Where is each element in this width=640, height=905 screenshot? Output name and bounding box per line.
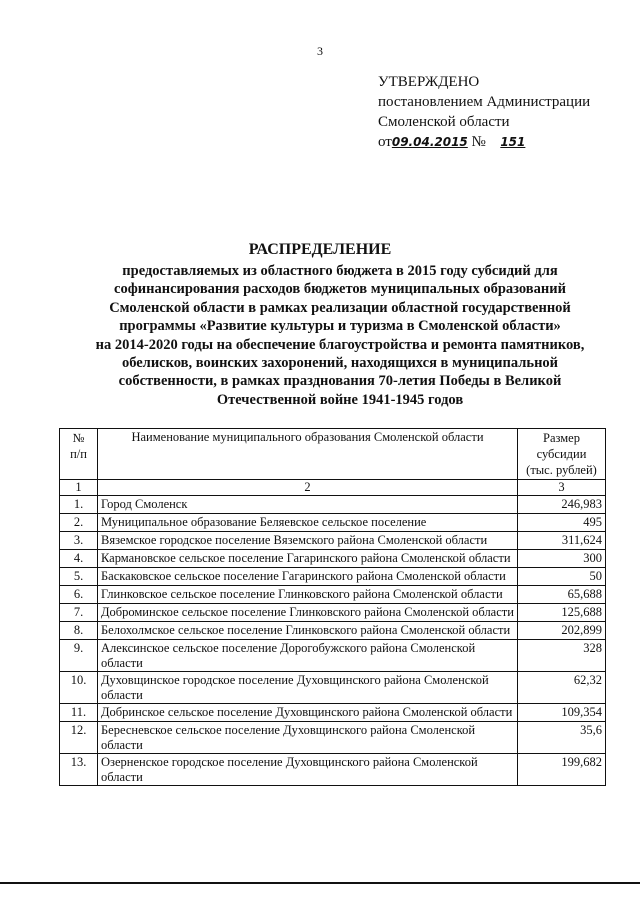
row-number: 1.: [60, 496, 98, 514]
number-prefix: №: [471, 134, 486, 150]
index-cell: 3: [518, 480, 606, 496]
row-number: 12.: [60, 722, 98, 754]
row-amount: 109,354: [518, 704, 606, 722]
row-number: 4.: [60, 550, 98, 568]
subtitle-line: предоставляемых из областного бюджета в 2015 году субсидий для: [122, 263, 558, 279]
header-number: № п/п: [60, 429, 98, 480]
row-amount: 35,6: [518, 722, 606, 754]
subtitle-line: Отечественной войне 1941-1945 годов: [216, 391, 464, 408]
table-header-row: [60, 429, 606, 480]
row-number: 3.: [60, 532, 98, 550]
row-amount: 125,688: [518, 604, 606, 622]
table-row: [60, 622, 606, 640]
row-name: Кармановское сельское поселение Гагаринского района Смоленской области: [98, 550, 518, 568]
row-name: Духовщинское городское поселение Духовщинского района Смоленской области: [98, 672, 518, 704]
table-row: [60, 722, 606, 754]
table-row: [60, 754, 606, 786]
row-number: 13.: [60, 754, 98, 786]
row-name: Бересневское сельское поселение Духовщинского района Смоленской области: [98, 722, 518, 754]
row-name: Глинковское сельское поселение Глинковского района Смоленской области: [98, 586, 518, 604]
row-number: 5.: [60, 568, 98, 586]
row-amount: 300: [518, 550, 606, 568]
index-cell: 1: [60, 480, 98, 496]
row-number: 11.: [60, 704, 98, 722]
approval-authority: постановлением Администрации: [378, 94, 591, 110]
row-amount: 50: [518, 568, 606, 586]
table-row: [60, 496, 606, 514]
approval-region: Смоленской области: [378, 114, 510, 130]
row-amount: 328: [518, 640, 606, 672]
row-amount: 311,624: [518, 532, 606, 550]
row-number: 2.: [60, 514, 98, 532]
table-row: [60, 550, 606, 568]
header-name: Наименование муниципального образования Смоленской области: [98, 429, 518, 480]
table-row: [60, 586, 606, 604]
row-number: 8.: [60, 622, 98, 640]
table-row: [60, 640, 606, 672]
table-row: [60, 604, 606, 622]
row-amount: 246,983: [518, 496, 606, 514]
document-title: РАСПРЕДЕЛЕНИЕ: [248, 241, 392, 258]
table-row: [60, 514, 606, 532]
row-amount: 62,32: [518, 672, 606, 704]
row-amount: 495: [518, 514, 606, 532]
subtitle-line: обелисков, воинских захоронений, находящихся в муниципальной: [121, 355, 559, 372]
row-name: Муниципальное образование Беляевское сельское поселение: [98, 514, 518, 532]
handwritten-date: 09.04.2015: [391, 135, 468, 149]
header-amount: Размер субсидии (тыс. рублей): [518, 429, 606, 480]
subtitle-line: собственности, в рамках празднования 70-летия Победы в Великой: [118, 373, 562, 390]
row-amount: 199,682: [518, 754, 606, 786]
page-number: 3: [317, 44, 323, 58]
subtitle-line: на 2014-2020 годы на обеспечение благоустройства и ремонта памятников,: [95, 336, 585, 353]
column-index-row: [60, 480, 606, 496]
row-number: 10.: [60, 672, 98, 704]
row-amount: 65,688: [518, 586, 606, 604]
row-name: Алексинское сельское поселение Дорогобужского района Смоленской области: [98, 640, 518, 672]
distribution-table: [59, 428, 606, 786]
date-prefix: от: [378, 134, 392, 150]
row-name: Вяземское городское поселение Вяземского района Смоленской области: [98, 532, 518, 550]
row-name: Озерненское городское поселение Духовщинского района Смоленской области: [98, 754, 518, 786]
approval-title: УТВЕРЖДЕНО: [378, 74, 480, 90]
page-bottom-rule: [0, 882, 640, 884]
table-row: [60, 532, 606, 550]
table-row: [60, 672, 606, 704]
table-row: [60, 704, 606, 722]
row-name: Доброминское сельское поселение Глинковского района Смоленской области: [98, 604, 518, 622]
row-number: 9.: [60, 640, 98, 672]
row-number: 7.: [60, 604, 98, 622]
row-number: 6.: [60, 586, 98, 604]
table-row: [60, 568, 606, 586]
row-amount: 202,899: [518, 622, 606, 640]
row-name: Баскаковское сельское поселение Гагаринского района Смоленской области: [98, 568, 518, 586]
index-cell: 2: [98, 480, 518, 496]
row-name: Город Смоленск: [98, 496, 518, 514]
row-name: Белохолмское сельское поселение Глинковского района Смоленской области: [98, 622, 518, 640]
subtitle-line: программы «Развитие культуры и туризма в Смоленской области»: [119, 318, 561, 335]
approval-stamp: [378, 72, 590, 152]
approval-date-line: [378, 132, 590, 152]
row-name: Добринское сельское поселение Духовщинского района Смоленской области: [98, 704, 518, 722]
handwritten-number: 151: [500, 135, 526, 149]
document-subtitle: [80, 262, 600, 409]
subtitle-line: Смоленской области в рамках реализации областной государственной: [109, 299, 571, 316]
subtitle-line: софинансирования расходов бюджетов муниципальных образований: [114, 281, 566, 298]
